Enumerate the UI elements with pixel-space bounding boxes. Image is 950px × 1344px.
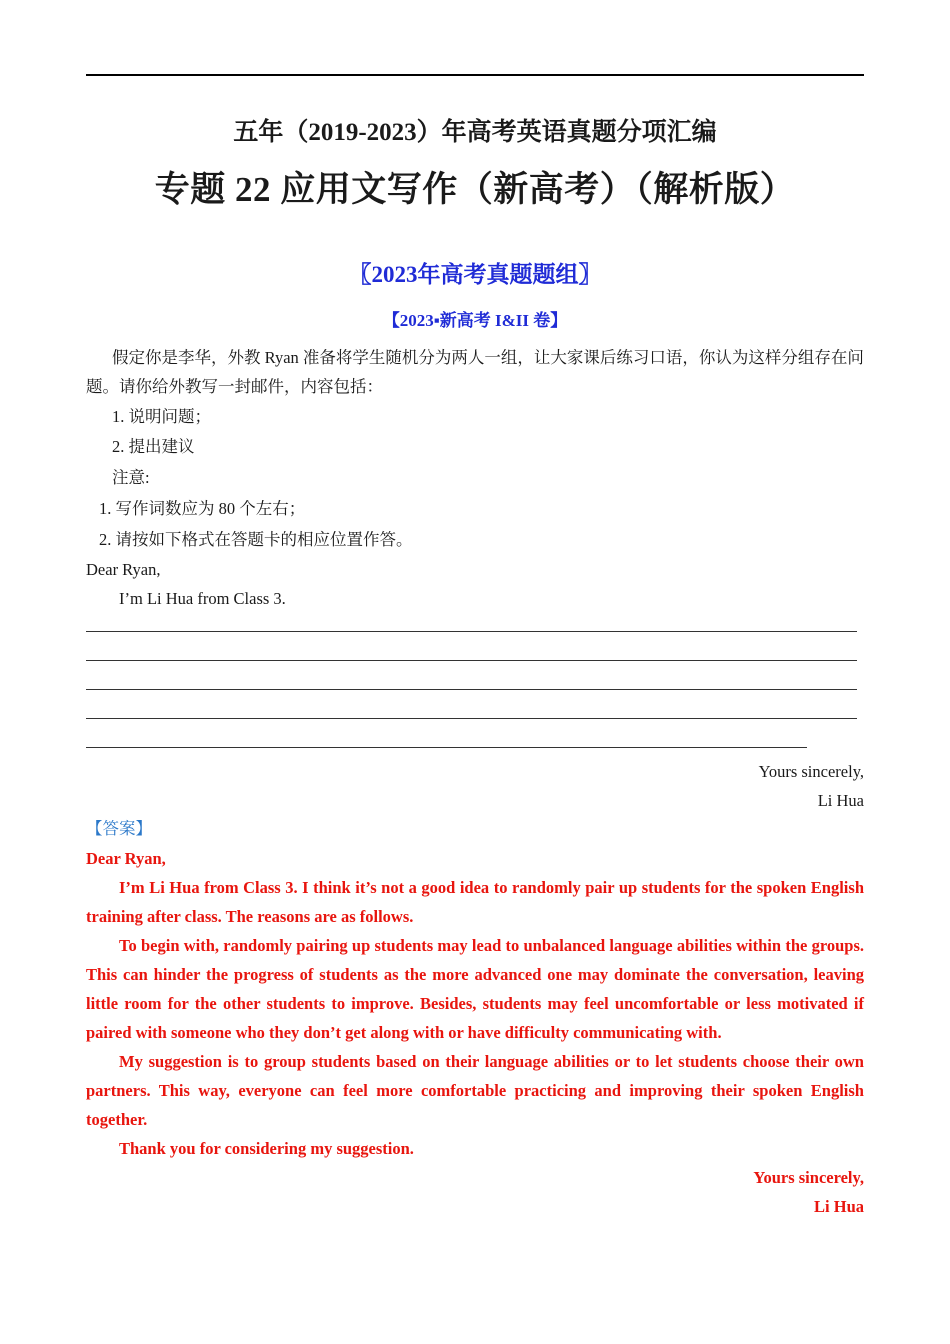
answer-greeting: Dear Ryan,: [86, 849, 166, 868]
note-item-2: 2. 请按如下格式在答题卡的相应位置作答。: [99, 530, 413, 549]
answer-paragraph-2: To begin with, randomly pairing up students may lead to unbalanced language abilities within the groups. This can hinder the progress of students as the more advanced one may dominate the conversation, leaving little room for the other students to improve. Besides, students may feel uncomfortable or less motivated if paired with someone who they don’t get along with or have difficulty communicating with.: [86, 936, 864, 1042]
answer-paragraph-4: Thank you for considering my suggestion.: [119, 1139, 414, 1158]
document-subtitle: 五年（2019-2023）年高考英语真题分项汇编: [233, 119, 717, 146]
answer-label: 【答案】: [86, 819, 152, 838]
answer-blank-line: [86, 718, 857, 719]
note-item-1: 1. 写作词数应为 80 个左右；: [99, 499, 306, 518]
top-rule: [86, 74, 864, 76]
exam-tag: 【2023▪新高考 I&II 卷】: [382, 311, 568, 330]
question-point-1: 1. 说明问题；: [112, 407, 211, 426]
question-point-2: 2. 提出建议: [112, 437, 195, 456]
letter-greeting: Dear Ryan,: [86, 560, 161, 579]
document-title: 专题 22 应用文写作（新高考）（解析版）: [154, 170, 796, 209]
letter-closing: Yours sincerely,: [758, 762, 864, 781]
answer-blank-line: [86, 631, 857, 632]
answer-paragraph-1: I’m Li Hua from Class 3. I think it’s not a good idea to randomly pair up students for the spoken English training after class. The reasons are as follows.: [86, 878, 864, 926]
section-heading: 〖2023年高考真题题组〗: [348, 262, 602, 287]
answer-blank-line: [86, 660, 857, 661]
letter-signature: Li Hua: [817, 791, 864, 810]
answer-paragraph-3: My suggestion is to group students based on their language abilities or to let students choose their own partners. This way, everyone can feel more comfortable practicing and improving their spoken English together.: [86, 1052, 864, 1129]
letter-opening: I’m Li Hua from Class 3.: [119, 589, 286, 608]
note-label: 注意:: [112, 468, 150, 487]
answer-signature: Li Hua: [814, 1197, 864, 1216]
answer-blank-line: [86, 689, 857, 690]
answer-blank-line: [86, 747, 807, 748]
answer-closing: Yours sincerely,: [753, 1168, 864, 1187]
question-prompt: 假定你是李华，外教 Ryan 准备将学生随机分为两人一组，让大家课后练习口语，你认为这样分组存在问题。请你给外教写一封邮件，内容包括：: [86, 348, 864, 396]
